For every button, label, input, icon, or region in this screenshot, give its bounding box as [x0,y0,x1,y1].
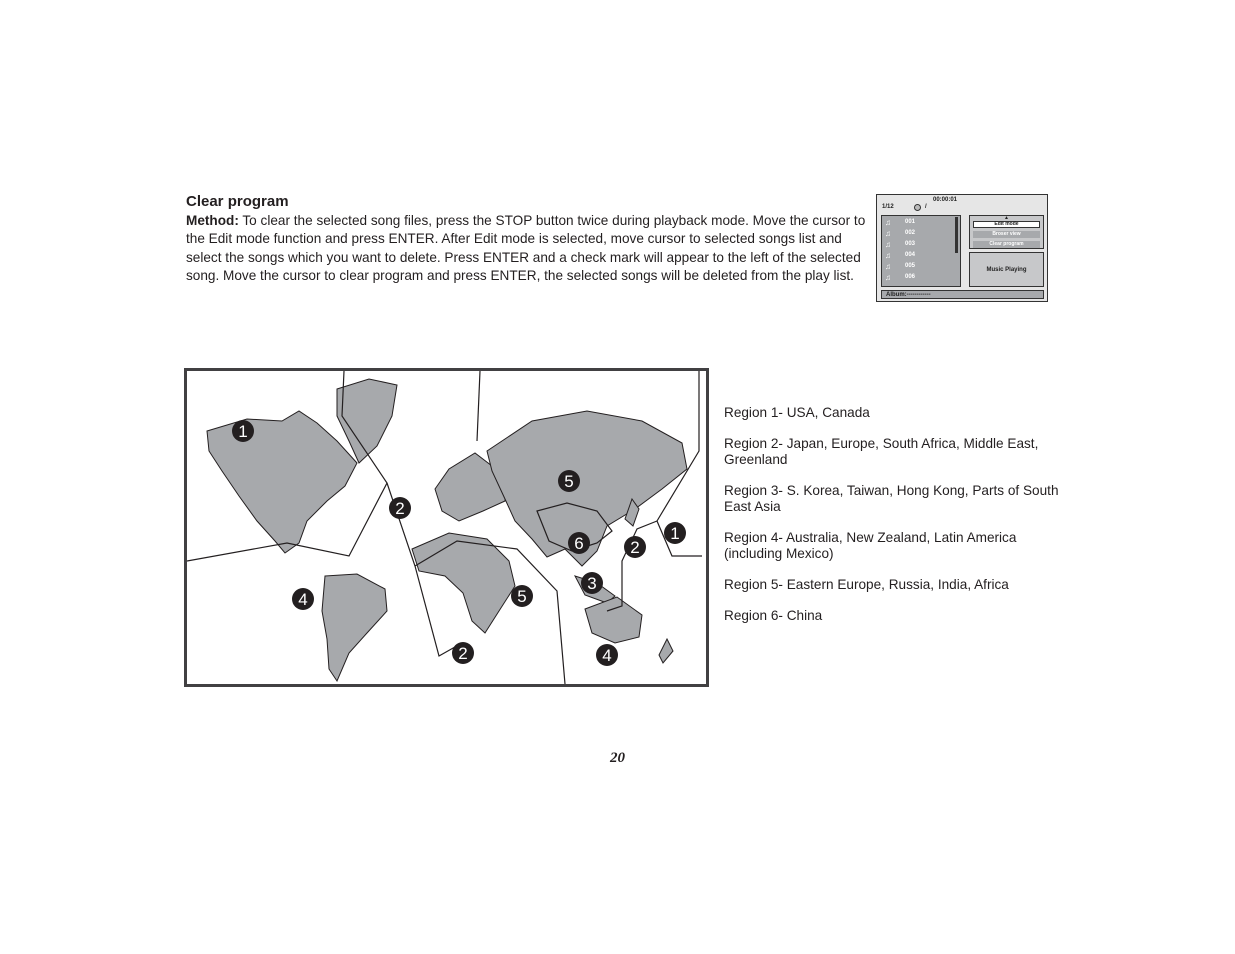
edit-menu [969,215,1044,249]
track-row [885,228,915,238]
album-bar: Album:------------ [881,290,1044,299]
music-note-icon: ♫ [885,272,891,282]
marker-label: 5 [564,472,574,491]
region-marker-2 [624,536,646,558]
region-marker-1 [664,522,686,544]
track-list [881,215,961,287]
north-america-land [207,411,357,553]
track-label: 005 [905,263,916,269]
australia-land [585,597,642,643]
region-list [724,405,1064,639]
marker-label: 1 [238,422,248,441]
menu-item-browser-view: Broser view [973,231,1040,238]
region-marker-4 [596,644,618,666]
marker-label: 5 [517,587,527,606]
region-item: Region 1- USA, Canada [724,405,870,420]
method-paragraph [186,212,866,286]
south-america-land [322,574,387,681]
region-marker-3 [581,572,603,594]
music-note-icon: ♫ [885,217,891,227]
track-counter: 1/12 [882,204,894,210]
section-title: Clear program [186,193,289,210]
marker-label: 4 [298,590,308,609]
method-label: Method: [186,213,239,228]
region-marker-4 [292,588,314,610]
landmasses [207,379,687,681]
world-map-svg [187,371,706,684]
playback-status: Music Playing [969,252,1044,287]
track-label: 003 [905,241,916,247]
track-label: 001 [905,219,916,225]
region-marker-5 [558,470,580,492]
disc-icon [914,204,921,211]
track-row [885,261,915,271]
player-screen-illustration [876,194,1048,302]
music-note-icon: ♫ [885,261,891,271]
track-row [885,217,915,227]
marker-label: 2 [630,538,640,557]
track-row [885,239,915,249]
region-marker-6 [568,532,590,554]
music-note-icon: ♫ [885,228,891,238]
region-item: Region 6- China [724,608,823,623]
region-item: Region 5- Eastern Europe, Russia, India, Africa [724,577,1009,592]
track-list-scrollbar [955,217,958,253]
region-marker-2 [389,497,411,519]
region-marker-1 [232,420,254,442]
playback-time: 00:00:01 [933,197,958,203]
marker-label: 6 [574,534,584,553]
new-zealand-land [659,639,673,663]
track-row [885,250,915,260]
music-note-icon: ♫ [885,250,891,260]
marker-label: 2 [395,499,405,518]
method-text: To clear the selected song files, press the STOP button twice during playback mode. Move the cursor to the Edit mode function and press ENTER. After Edit mode is selected, move cursor to selected songs list and select the songs which you want to delete. Press ENTER and a check mark will appear to the left of the selected song. Move the cursor to clear program and press ENTER, the selected songs will be deleted from the play list. [186,213,866,284]
marker-label: 1 [670,524,680,543]
region-marker-2 [452,642,474,664]
marker-label: 3 [587,574,597,593]
track-label: 004 [905,252,916,258]
marker-label: 4 [602,646,612,665]
region-item: Region 3- S. Korea, Taiwan, Hong Kong, Parts of South East Asia [724,483,1059,514]
up-arrow-icon: ▲ [1004,215,1009,221]
border-line [477,371,480,441]
folder-path: / [925,204,927,210]
region-marker-5 [511,585,533,607]
page-number: 20 [610,750,625,766]
menu-item-clear-program: Clear program [973,241,1040,248]
track-row [885,272,915,282]
region-item: Region 4- Australia, New Zealand, Latin America (including Mexico) [724,530,1017,561]
region-item: Region 2- Japan, Europe, South Africa, Middle East, Greenland [724,436,1039,467]
track-label: 002 [905,230,916,236]
music-note-icon: ♫ [885,239,891,249]
africa-land [412,533,515,633]
menu-item-edit-mode: Edit mode [973,221,1040,228]
marker-label: 2 [458,644,468,663]
region-map [184,368,709,687]
track-label: 006 [905,274,916,280]
